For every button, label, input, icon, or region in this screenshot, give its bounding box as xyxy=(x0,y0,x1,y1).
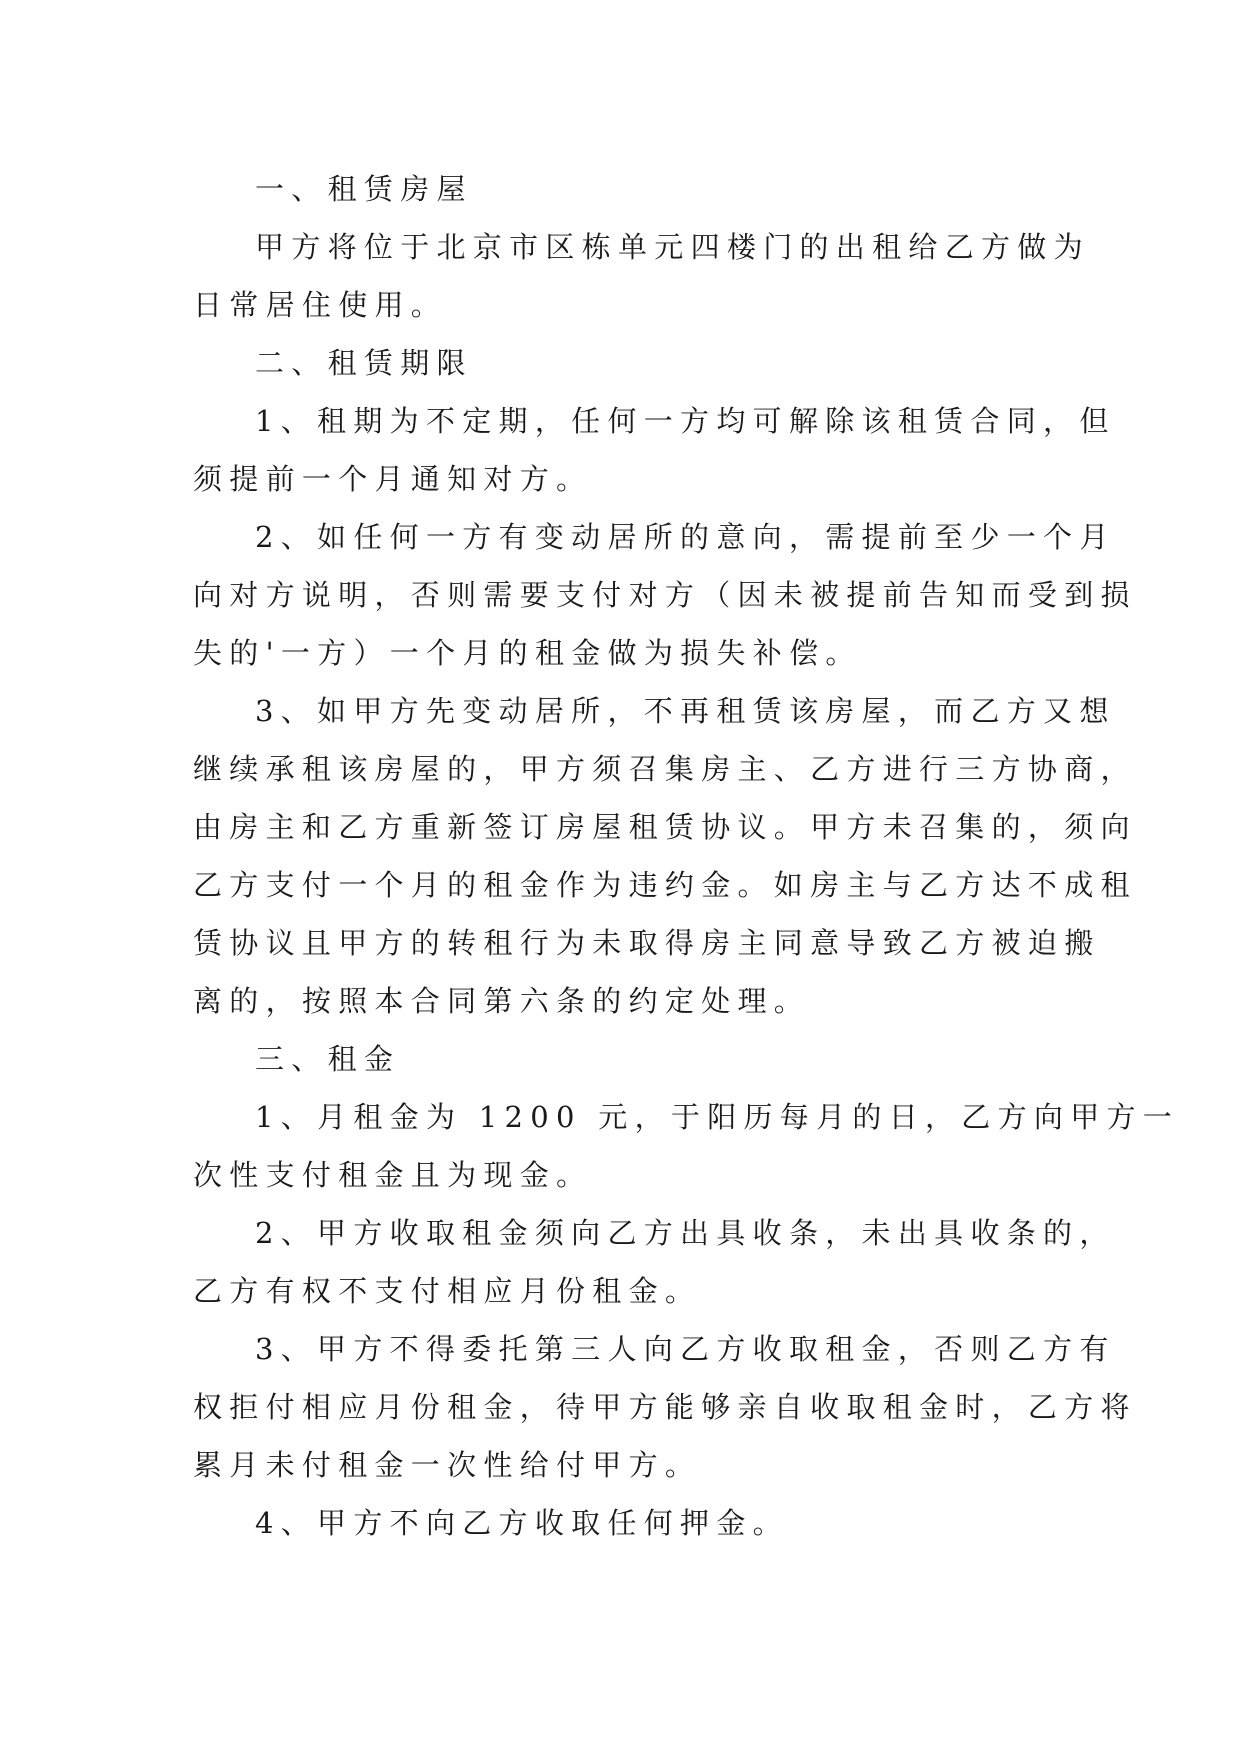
text-line: 权拒付相应月份租金，待甲方能够亲自收取租金时，乙方将 xyxy=(193,1390,1137,1424)
text-line: 由房主和乙方重新签订房屋租赁协议。甲方未召集的，须向 xyxy=(193,810,1137,844)
text-line: 甲方将位于北京市区栋单元四楼门的出租给乙方做为 xyxy=(255,230,1090,264)
text-line: 一、租赁房屋 xyxy=(255,172,473,206)
text-line: 2、甲方收取租金须向乙方出具收条，未出具收条的， xyxy=(255,1216,1116,1250)
text-line: 1、租期为不定期，任何一方均可解除该租赁合同，但 xyxy=(255,404,1116,438)
text-line: 失的'一方）一个月的租金做为损失补偿。 xyxy=(193,636,862,670)
text-line: 离的，按照本合同第六条的约定处理。 xyxy=(193,984,811,1018)
text-line: 3、甲方不得委托第三人向乙方收取租金，否则乙方有 xyxy=(255,1332,1116,1366)
paragraph xyxy=(193,682,1137,1030)
text-line: 4、甲方不向乙方收取任何押金。 xyxy=(255,1506,789,1540)
text-line: 乙方有权不支付相应月份租金。 xyxy=(193,1274,702,1308)
paragraph xyxy=(193,1088,1180,1204)
text-line: 继续承租该房屋的，甲方须召集房主、乙方进行三方协商， xyxy=(193,752,1137,786)
document-body xyxy=(193,160,1180,1552)
text-line: 日常居住使用。 xyxy=(193,288,448,322)
paragraph xyxy=(193,392,1116,508)
text-line: 赁协议且甲方的转租行为未取得房主同意导致乙方被迫搬 xyxy=(193,926,1101,960)
text-line: 次性支付租金且为现金。 xyxy=(193,1158,593,1192)
text-line: 二、租赁期限 xyxy=(255,346,473,380)
text-line: 2、如任何一方有变动居所的意向，需提前至少一个月 xyxy=(255,520,1116,554)
section-heading xyxy=(193,334,1063,392)
paragraph xyxy=(193,218,1090,334)
paragraph xyxy=(193,508,1137,682)
text-line: 三、租金 xyxy=(255,1042,401,1076)
paragraph xyxy=(193,1204,1116,1320)
text-line: 须提前一个月通知对方。 xyxy=(193,462,593,496)
text-line: 3、如甲方先变动居所，不再租赁该房屋，而乙方又想 xyxy=(255,694,1116,728)
paragraph xyxy=(193,1320,1137,1494)
text-line: 1、月租金为 1200 元，于阳历每月的日，乙方向甲方一 xyxy=(255,1100,1180,1134)
text-line: 乙方支付一个月的租金作为违约金。如房主与乙方达不成租 xyxy=(193,868,1137,902)
text-line: 累月未付租金一次性给付甲方。 xyxy=(193,1448,702,1482)
section-heading xyxy=(193,160,1063,218)
text-line: 向对方说明，否则需要支付对方（因未被提前告知而受到损 xyxy=(193,578,1137,612)
paragraph xyxy=(193,1494,1063,1552)
section-heading xyxy=(193,1030,1063,1088)
